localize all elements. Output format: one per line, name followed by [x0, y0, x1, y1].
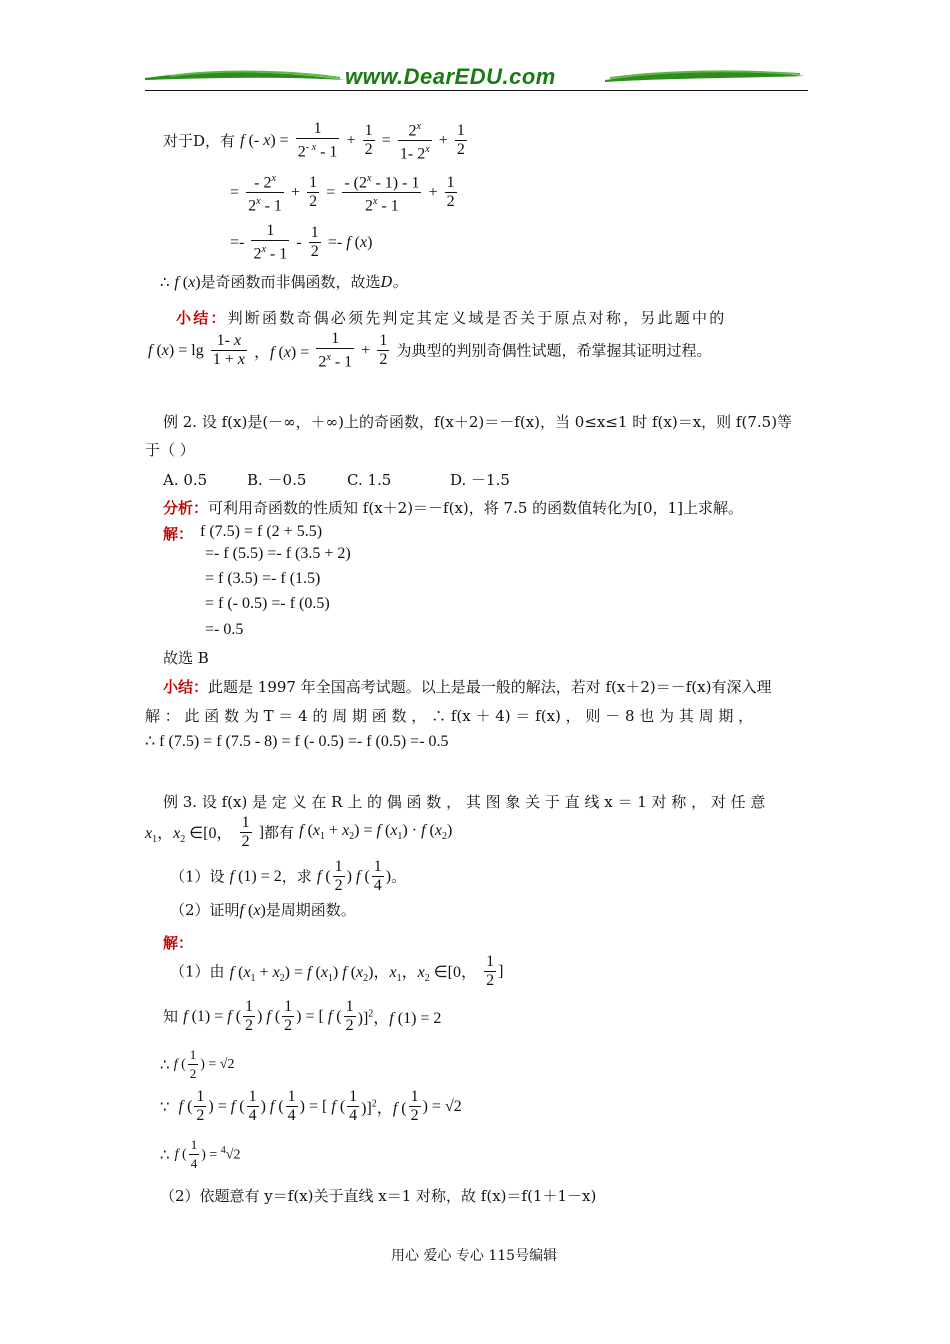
ex3-s6: （2）依题意有 y＝f(x)关于直线 x＝1 对称，故 f(x)＝f(1＋1－x) — [160, 1187, 597, 1205]
ex3-s3: ∴ f ( $\frac{1}{2}$ ) = √2 — [160, 1047, 235, 1081]
header-swoosh-right-icon — [600, 66, 810, 90]
ex3-part2: （2）证明f (x)是周期函数。 — [170, 901, 356, 919]
ex2-solution-label: 解： — [163, 525, 194, 543]
site-title: www.DearEDU.com — [345, 64, 556, 89]
ex2-step1: f (7.5) = f (2 + 5.5) — [200, 523, 323, 540]
ex2-step2: =- f (5.5) =- f (3.5 + 2) — [205, 545, 351, 562]
ex2-answer: 故选 B — [163, 649, 209, 667]
partD-line3: =- $\frac{1}{2^x - 1}$ - $\frac{1}{2}$ =- f (x) — [230, 222, 373, 263]
ex2-step5: =- 0.5 — [205, 621, 244, 638]
ex2-summary-line3: ∴ f (7.5) = f (7.5 - 8) = f (- 0.5) =- f (0.5) =- 0.5 — [145, 733, 449, 750]
ex2-question-line2: 于（ ） — [145, 441, 195, 459]
ex2-analysis: 分析：可利用奇函数的性质知 f(x＋2)＝－f(x)，将 7.5 的函数值转化为[0，1]上求解。 — [163, 499, 743, 517]
header-swoosh-left-icon — [140, 66, 350, 90]
ex2-option-b: B. －0.5 — [247, 471, 307, 489]
header-rule — [145, 90, 808, 91]
ex3-question-line2: $x_1$，$x_2$ ∈[0， $\frac{1}{2}$ ]都有 f $(x_1 + x_2) = f$ $(x_1) \cdot f$ $(x_2)$ — [145, 814, 453, 850]
ex2-step4: = f (- 0.5) =- f (0.5) — [205, 595, 330, 612]
ex3-question-line1: 例 3. 设 f(x) 是 定 义 在 R 上 的 偶 函 数 ， 其 图 象 关 于 直 线 x ＝ 1 对 称 ， 对 任 意 — [163, 793, 766, 811]
footer-text: 用心 爱心 专心 115号编辑 — [391, 1248, 558, 1264]
summary1-line2: f (x) = lg $\frac{1- x}{1 + x}$ ，f (x) = $\frac{1}{2^x - 1}$ + $\frac{1}{2}$ 为典型的判别奇偶性试题，希掌握其证明过程。 — [148, 330, 712, 371]
ex3-s2: 知 f (1) = f ( $\frac{1}{2}$ ) f ( $\frac{1}{2}$ ) = [ f ( $\frac{1}{2}$ )]$^2$，f (1) = 2 — [163, 998, 442, 1034]
ex3-solution-label: 解： — [163, 934, 194, 952]
ex2-option-a: A. 0.5 — [163, 471, 208, 489]
ex2-option-c: C. 1.5 — [347, 471, 392, 489]
ex2-step3: = f (3.5) =- f (1.5) — [205, 570, 321, 587]
ex3-s4: ∵ f ( $\frac{1}{2}$ ) = f ( $\frac{1}{4}$ ) f ( $\frac{1}{4}$ ) = [ f ( $\frac{1}{4}$ )]$^2$，f ( $\frac{1}{2}$ ) = √2 — [160, 1088, 462, 1124]
partD-conclusion: ∴ f (x)是奇函数而非偶函数，故选D。 — [160, 273, 408, 291]
summary1-line1: 小结：判断函数奇偶必须先判定其定义域是否关于原点对称，另此题中的 — [176, 309, 727, 327]
partD-line1: 对于D，有 f (- x) = $\frac{1}{2^{- x} - 1}$ + $\frac{1}{2}$ = $\frac{2^x}{1- 2^x}$ + $\frac{1}{2}$ — [163, 118, 469, 164]
ex2-summary-line2: 解 ： 此 函 数 为 T ＝ 4 的 周 期 函 数 ， ∴ f(x ＋ 4) ＝ f(x) ， 则 － 8 也 为 其 周 期 ， — [145, 707, 754, 725]
partD-line2: = $\frac{- 2^x}{2^x - 1}$ + $\frac{1}{2}$ = $\frac{- (2^x - 1) - 1}{2^x - 1}$ + $\frac{1}{2}$ — [230, 170, 459, 216]
header-banner — [140, 62, 810, 94]
ex3-s1: （1）由 f $(x_1 + x_2) = f$ $(x_1)$ f $(x_2)$，$x_1$，$x_2$ ∈[0， $\frac{1}{2}$ ] — [170, 953, 504, 989]
ex2-option-d: D. －1.5 — [450, 471, 510, 489]
ex3-s5: ∴ f ( $\frac{1}{4}$ ) = $^4$√2 — [160, 1137, 241, 1171]
ex2-summary-line1: 小结：此题是 1997 年全国高考试题。以上是最一般的解法，若对 f(x＋2)＝－f(x)有深入理 — [163, 678, 772, 696]
ex2-question-line1: 例 2. 设 f(x)是(－∞，＋∞)上的奇函数，f(x＋2)＝－f(x)，当 0≤x≤1 时 f(x)＝x，则 f(7.5)等 — [163, 413, 793, 431]
ex3-part1: （1）设 f (1) = 2，求 f ( $\frac{1}{2}$ ) f ( $\frac{1}{4}$ )。 — [170, 858, 407, 894]
